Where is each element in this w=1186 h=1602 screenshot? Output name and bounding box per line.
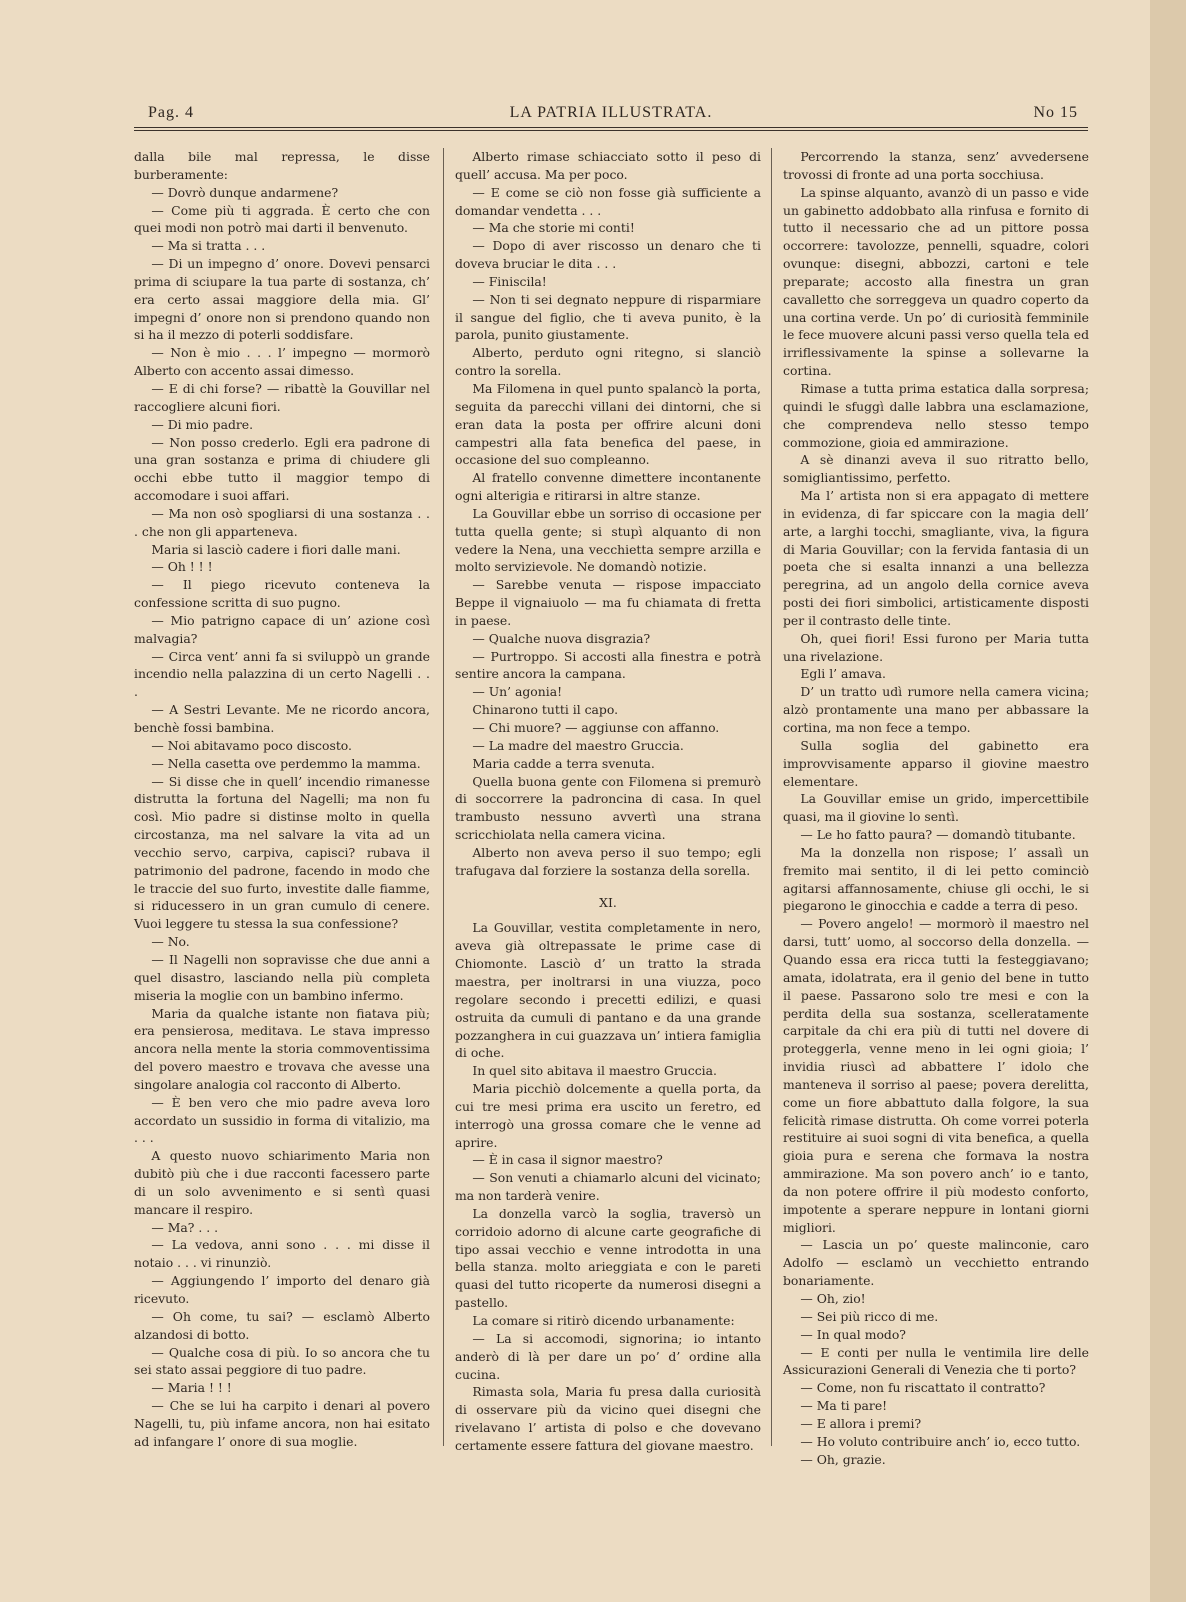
page-edge-strip bbox=[1150, 0, 1186, 1602]
paragraph: Maria da qualche istante non fiatava più; era pensierosa, meditava. Le stava impresso ancora nella mente la storia commoventissima del povero maestro e trovava che avesse una singolare analogia col racconto di Alberto. bbox=[134, 1005, 430, 1092]
paragraph: La Gouvillar, vestita completamente in nero, aveva già oltrepassate le prime case di Chiomonte. Lasciò d’ un tratto la strada maestra, per inoltrarsi in una viuzza, poco regolare secondo i precetti edilizi, e quasi ostruita da cumuli di pantano e da una grande pozzanghera in cui guazzava un’ intiera famiglia di oche. bbox=[455, 920, 761, 1061]
paragraph: — Son venuti a chiamarlo alcuni del vicinato; ma non tarderà venire. bbox=[455, 1170, 761, 1204]
text-column-2 bbox=[455, 148, 761, 1453]
paragraph: — A Sestri Levante. Me ne ricordo ancora, benchè fossi bambina. bbox=[134, 702, 430, 735]
paragraph: — Nella casetta ove perdemmo la mamma. bbox=[151, 755, 421, 771]
paragraph: La donzella varcò la soglia, traversò un corridoio adorno di alcune carte geografiche di tipo assai vecchio e venne introdotta in una bella stanza. molto arieggiata e con le pareti quasi del tutto ricoperte da numerosi disegni a pastello. bbox=[455, 1205, 761, 1311]
paragraph: Ma l’ artista non si era appagato di mettere in evidenza, di far spiccare con la magia dell’ arte, a larghi tocchi, smagliante, viva, la figura di Maria Gouvillar; con la fervida fantasia di un poeta che si esalta innanzi a una bellezza peregrina, ad un angolo della cornice aveva posti dei fiori simbolici, artisticamente disposti per il contrasto delle tinte. bbox=[783, 488, 1089, 628]
paragraph: — Purtroppo. Si accosti alla finestra e potrà sentire ancora la campana. bbox=[455, 648, 761, 682]
paragraph: — Lascia un po’ queste malinconie, caro Adolfo — esclamò un vecchietto entrando bonariamente. bbox=[783, 1237, 1089, 1289]
paragraph: — Circa vent’ anni fa si sviluppò un grande incendio nella palazzina di un certo Nagelli . . . bbox=[134, 648, 430, 700]
paragraph: — Oh, zio! bbox=[800, 1291, 866, 1306]
paragraph: — Un’ agonia! bbox=[472, 684, 563, 700]
paragraph: Al fratello convenne dimettere incontanente ogni alterigia e ritirarsi in altre stanze. bbox=[455, 470, 761, 504]
paragraph: — Ma che storie mi conti! bbox=[472, 220, 635, 236]
paragraph: — Qualche nuova disgrazia? bbox=[472, 630, 651, 646]
paragraph: — Mio patrigno capace di un’ azione così malvagia? bbox=[134, 612, 430, 646]
text-column-1 bbox=[134, 148, 430, 1448]
paragraph: — Sei più ricco di me. bbox=[800, 1308, 939, 1324]
paragraph: Chinarono tutti il capo. bbox=[472, 702, 619, 718]
paragraph: — Come più ti aggrada. È certo che con quei modi non potrò mai darti il benvenuto. bbox=[134, 202, 430, 236]
paragraph: Maria picchiò dolcemente a quella porta, da cui tre mesi prima era uscito un feretro, ed interrogò una grossa comare che le venne ad aprire. bbox=[455, 1081, 761, 1150]
paragraph: — Non è mio . . . l’ impegno — mormorò Alberto con accento assai dimesso. bbox=[134, 345, 430, 379]
header-rule-bottom bbox=[134, 130, 1088, 131]
paragraph: — Non posso crederlo. Egli era padrone di una gran sostanza e prima di chiudere gli occhi ebbe tutto il maggior tempo di accomodare i suoi affari. bbox=[134, 434, 430, 504]
paragraph: Alberto non aveva perso il suo tempo; egli trafugava dal forziere la sostanza della sorella. bbox=[455, 844, 761, 878]
paragraph: — Sarebbe venuta — rispose impacciato Beppe il vignaiuolo — ma fu chiamata di fretta in paese. bbox=[455, 577, 761, 628]
paragraph: La Gouvillar emise un grido, impercettibile quasi, ma il giovine lo sentì. bbox=[783, 791, 1089, 825]
paragraph: Maria si lasciò cadere i fiori dalle mani. bbox=[151, 541, 401, 557]
paragraph: — Ma non osò spogliarsi di una sostanza . . . che non gli apparteneva. bbox=[134, 505, 430, 539]
paragraph: — Come, non fu riscattato il contratto? bbox=[800, 1380, 1046, 1396]
page-number: Pag. 4 bbox=[148, 104, 194, 121]
paragraph: — E conti per nulla le ventimila lire delle Assicurazioni Generali di Venezia che ti porto? bbox=[783, 1344, 1089, 1378]
column-divider-2 bbox=[771, 148, 772, 1446]
paragraph: — La vedova, anni sono . . . mi disse il notaio . . . vi rinunziò. bbox=[134, 1237, 430, 1271]
paragraph: — Si disse che in quell’ incendio rimanesse distrutta la fortuna del Nagelli; ma non fu così. Mio padre si distinse molto in quella circostanza, ma nel salvare la vita ad un vecchio servo, carpiva, capisci? rubava il patrimonio del padrone, facendo in modo che le traccie del suo furto, investite dalle fiamme, si riducessero in un gran cumulo di cenere. Vuoi leggere tu stessa la sua confessione? bbox=[134, 773, 430, 932]
paragraph: A sè dinanzi aveva il suo ritratto bello, somigliantissimo, perfetto. bbox=[783, 452, 1089, 486]
paragraph: — Dopo di aver riscosso un denaro che ti doveva bruciar le dita . . . bbox=[455, 238, 761, 272]
paragraph: — Ma si tratta . . . bbox=[151, 238, 266, 254]
paragraph: — Oh ! ! ! bbox=[151, 559, 213, 575]
paragraph: — E come se ciò non fosse già sufficiente a domandar vendetta . . . bbox=[455, 184, 761, 218]
paragraph: dalla bile mal repressa, le disse burberamente: bbox=[134, 149, 430, 182]
paragraph: Sulla soglia del gabinetto era improvvisamente apparso il giovine maestro elementare. bbox=[783, 737, 1089, 789]
paragraph: — È in casa il signor maestro? bbox=[472, 1152, 663, 1168]
masthead-title: LA PATRIA ILLUSTRATA. bbox=[509, 104, 713, 121]
paragraph: La comare si ritirò dicendo urbanamente: bbox=[472, 1313, 735, 1328]
paragraph: — Noi abitavamo poco discosto. bbox=[151, 737, 352, 753]
paragraph: — La madre del maestro Gruccia. bbox=[472, 737, 684, 753]
paragraph: Percorrendo la stanza, senz’ avvedersene trovossi di fronte ad una porta socchiusa. bbox=[783, 149, 1089, 182]
paragraph: Egli l’ amava. bbox=[800, 666, 886, 682]
paragraph: In quel sito abitava il maestro Gruccia. bbox=[472, 1063, 717, 1079]
paragraph: — No. bbox=[151, 934, 190, 950]
paragraph: A questo nuovo schiarimento Maria non dubitò più che i due racconti facessero parte di un solo avvenimento e si sentì quasi mancare il respiro. bbox=[134, 1148, 430, 1217]
paragraph: La spinse alquanto, avanzò di un passo e vide un gabinetto addobbato alla rinfusa e fornito di tutto il necessario che ad un pittore possa occorrere: tavolozze, pennelli, squadre, colori ovunque: disegni, abbozzi, cartoni e tele preparate; accosto alla finestra un gran cavalletto che sorreggeva un quadro coperto da una cortina verde. Un po’ di curiosità femminile le fece muovere alcuni passi verso quella tela ed irriflessivamente la spinse a sollevarne la cortina. bbox=[783, 184, 1089, 379]
paragraph: Rimasta sola, Maria fu presa dalla curiosità di osservare più da vicino quei disegni che rivelavano l’ artista di polso e che dovevano certamente essere fattura del giovane maestro. bbox=[455, 1384, 761, 1453]
paragraph: Ma Filomena in quel punto spalancò la porta, seguita da parecchi villani dei dintorni, che si eran data la posta per offrire alcuni doni campestri alla fata benefica del paese, in occasione del suo compleanno. bbox=[455, 380, 761, 468]
paragraph: — La si accomodi, signorina; io intanto anderò di là per dare un po’ d’ ordine alla cucina. bbox=[455, 1330, 761, 1382]
paragraph: — Oh, grazie. bbox=[800, 1451, 886, 1467]
paragraph: Maria cadde a terra svenuta. bbox=[472, 755, 655, 771]
paragraph: — Il Nagelli non sopravisse che due anni a quel disastro, lasciando nella più completa miseria la moglie con un bambino infermo. bbox=[134, 951, 430, 1003]
issue-number: No 15 bbox=[1033, 104, 1078, 121]
paragraph: — Povero angelo! — mormorò il maestro nel darsi, tutt’ uomo, al soccorso della donzella. — Quando essa era ricca tutti la festeggiavano; amata, idolatrata, era il genio del bene in tutto il paese. Passarono solo tre mesi e con la perdita della sua sostanza, scelleratamente carpitale da chi era più di tutti nel dovere di proteggerla, venne meno in lei ogni gioia; l’ invidia riuscì ad abbattere l’ idolo che manteneva il sorriso al paese; povera derelitta, come un fiore abbattuto dalla folgore, la sua felicità rimase distrutta. Oh come vorrei poterla restituire ai suoi sogni di vita benefica, a quella gioia pura e serena che formava la nostra ammirazione. Ma son povero anch’ io e tanto, da non potere offrire il più modesto conforto, impotente a sperare neppure in lontani giorni migliori. bbox=[783, 916, 1089, 1235]
paragraph: — Che se lui ha carpito i denari al povero Nagelli, tu, più infame ancora, non hai esitato ad infangare l’ onore di sua moglie. bbox=[134, 1398, 430, 1449]
paragraph: — Maria ! ! ! bbox=[151, 1380, 232, 1396]
paragraph: — Il piego ricevuto conteneva la confessione scritta di suo pugno. bbox=[134, 577, 430, 611]
paragraph: — Di mio padre. bbox=[151, 416, 254, 432]
paragraph: La Gouvillar ebbe un sorriso di occasione per tutta quella gente; si stupì alquanto di non vedere la Nena, una vecchietta sempre arzilla e molto servizievole. Ne domandò notizie. bbox=[455, 505, 761, 575]
paragraph: — Ho voluto contribuire anch’ io, ecco tutto. bbox=[800, 1433, 1081, 1449]
page-header bbox=[134, 104, 1088, 126]
paragraph: Ma la donzella non rispose; l’ assalì un fremito mai sentito, il di lei petto cominciò agitarsi affannosamente, chiuse gli occhi, le si piegarono le ginocchia e cadde a terra di peso. bbox=[783, 844, 1089, 914]
paragraph: — E allora i premi? bbox=[800, 1415, 922, 1431]
section-heading: XI. bbox=[599, 894, 617, 910]
paragraph: — In qual modo? bbox=[800, 1326, 906, 1342]
paragraph: Alberto rimase schiacciato sotto il peso di quell’ accusa. Ma per poco. bbox=[455, 149, 761, 182]
paragraph: — Finiscila! bbox=[472, 273, 547, 289]
paragraph: — Di un impegno d’ onore. Dovevi pensarci prima di sciupare la tua parte di sostanza, ch’ era certo assai maggiore della mia. Gl’ impegni d’ onore non si prendono quando non si ha il mezzo di poterli soddisfare. bbox=[134, 256, 430, 343]
paragraph: — Aggiungendo l’ importo del denaro già ricevuto. bbox=[134, 1273, 430, 1306]
paragraph: — Oh come, tu sai? — esclamò Alberto alzandosi di botto. bbox=[134, 1308, 430, 1342]
paragraph: — E di chi forse? — ribattè la Gouvillar nel raccogliere alcuni fiori. bbox=[134, 380, 430, 414]
paragraph: Rimase a tutta prima estatica dalla sorpresa; quindi le sfuggì dalle labbra una esclamazione, che comprendeva nello stesso tempo commozione, gioia ed ammirazione. bbox=[783, 380, 1089, 450]
paragraph: — Ma ti pare! bbox=[800, 1398, 888, 1414]
paragraph: Alberto, perduto ogni ritegno, si slanciò contro la sorella. bbox=[455, 345, 761, 379]
paragraph: — Non ti sei degnato neppure di risparmiare il sangue del figlio, che ti aveva punito, è la parola, punito giustamente. bbox=[455, 291, 761, 343]
paragraph: — È ben vero che mio padre aveva loro accordato un sussidio in forma di vitalizio, ma . . . bbox=[134, 1094, 430, 1146]
header-rule-top bbox=[134, 127, 1088, 128]
paragraph: — Qualche cosa di più. Io so ancora che tu sei stato assai peggiore di tuo padre. bbox=[134, 1344, 430, 1378]
paragraph: D’ un tratto udì rumore nella camera vicina; alzò prontamente una mano per abbassare la cortina, ma non fece a tempo. bbox=[783, 684, 1089, 735]
paragraph: — Chi muore? — aggiunse con affanno. bbox=[472, 720, 720, 735]
paragraph: — Ma? . . . bbox=[151, 1219, 219, 1235]
column-divider-1 bbox=[443, 148, 444, 1446]
paragraph: — Dovrò dunque andarmene? bbox=[151, 184, 339, 200]
paragraph: — Le ho fatto paura? — domandò titubante. bbox=[800, 827, 1076, 843]
text-column-3 bbox=[783, 148, 1089, 1467]
paragraph: Quella buona gente con Filomena si premurò di soccorrere la padroncina di casa. In quel trambusto nessuno avvertì una strana scricchiolata nella camera vicina. bbox=[455, 773, 761, 843]
paragraph: Oh, quei fiori! Essi furono per Maria tutta una rivelazione. bbox=[783, 630, 1089, 664]
